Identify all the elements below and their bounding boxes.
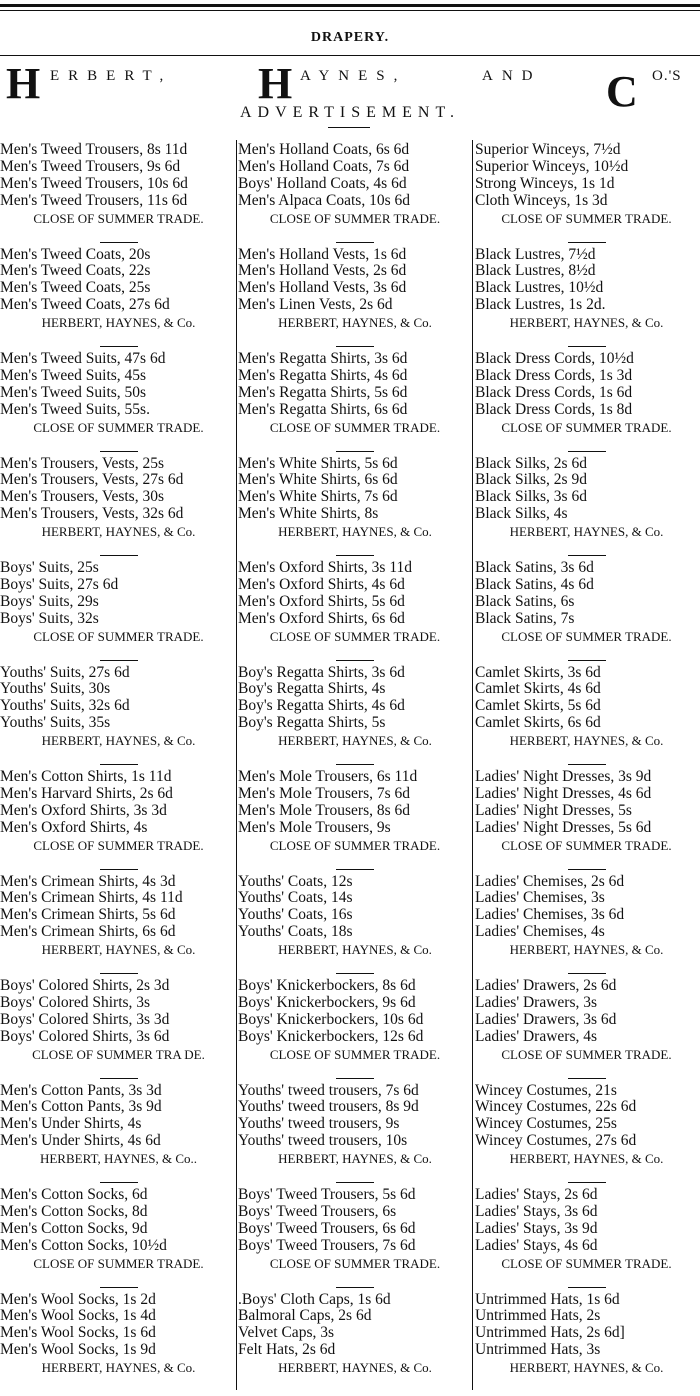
- price-line: Ladies' Stays, 3s 9d: [473, 1221, 700, 1238]
- price-line: Ladies' Chemises, 4s: [473, 924, 700, 941]
- block-footer: CLOSE OF SUMMER TRADE.: [473, 419, 700, 437]
- block-separator: [568, 869, 606, 870]
- price-line: Ladies' Drawers, 4s: [473, 1029, 700, 1046]
- price-block: [238, 247, 472, 352]
- price-block: [0, 1187, 237, 1292]
- price-line: Black Satins, 6s: [473, 594, 700, 611]
- price-line: Men's Mole Trousers, 9s: [238, 820, 472, 837]
- price-line: Men's Tweed Coats, 20s: [0, 247, 237, 264]
- price-block: [238, 769, 472, 874]
- price-block: [473, 247, 700, 352]
- price-line: Black Dress Cords, 1s 3d: [473, 368, 700, 385]
- block-footer: HERBERT, HAYNES, & Co.: [0, 1359, 237, 1377]
- price-line: Men's Trousers, Vests, 27s 6d: [0, 472, 237, 489]
- price-line: Boys' Suits, 29s: [0, 594, 237, 611]
- price-line: Men's Cotton Pants, 3s 3d: [0, 1083, 237, 1100]
- price-line: Youths' tweed trousers, 9s: [238, 1116, 472, 1133]
- block-footer: CLOSE OF SUMMER TRADE.: [473, 210, 700, 228]
- price-column-1: [0, 142, 237, 1392]
- block-separator: [336, 973, 374, 974]
- price-line: Black Silks, 3s 6d: [473, 489, 700, 506]
- block-separator: [336, 1182, 374, 1183]
- price-line: Black Silks, 2s 9d: [473, 472, 700, 489]
- price-line: Black Lustres, 1s 2d.: [473, 297, 700, 314]
- price-line: Ladies' Drawers, 2s 6d: [473, 978, 700, 995]
- block-separator: [100, 1182, 138, 1183]
- heading-rule: [0, 55, 700, 56]
- price-line: Black Silks, 4s: [473, 506, 700, 523]
- price-block: [473, 978, 700, 1083]
- price-line: Ladies' Night Dresses, 4s 6d: [473, 786, 700, 803]
- price-line: Black Dress Cords, 10½d: [473, 351, 700, 368]
- price-line: Felt Hats, 2s 6d: [238, 1342, 472, 1359]
- price-line: Velvet Caps, 3s: [238, 1325, 472, 1342]
- price-line: Black Dress Cords, 1s 8d: [473, 402, 700, 419]
- price-line: Boy's Regatta Shirts, 3s 6d: [238, 665, 472, 682]
- block-footer: HERBERT, HAYNES, & Co.: [238, 1150, 472, 1168]
- price-block: [473, 874, 700, 979]
- block-footer: HERBERT, HAYNES, & Co.: [473, 314, 700, 332]
- price-block: [0, 351, 237, 456]
- price-line: Men's Oxford Shirts, 5s 6d: [238, 594, 472, 611]
- price-block: [0, 665, 237, 770]
- price-line: Camlet Skirts, 6s 6d: [473, 715, 700, 732]
- price-line: Men's Mole Trousers, 6s 11d: [238, 769, 472, 786]
- price-line: Men's Tweed Suits, 45s: [0, 368, 237, 385]
- block-footer: HERBERT, HAYNES, & Co.: [0, 941, 237, 959]
- price-block: [473, 142, 700, 247]
- price-line: Ladies' Night Dresses, 5s: [473, 803, 700, 820]
- price-block: [238, 978, 472, 1083]
- block-footer: HERBERT, HAYNES, & Co.: [473, 1150, 700, 1168]
- block-separator: [100, 555, 138, 556]
- price-line: Men's Holland Vests, 3s 6d: [238, 280, 472, 297]
- block-footer: CLOSE OF SUMMER TRADE.: [0, 628, 237, 646]
- price-line: Men's Mole Trousers, 8s 6d: [238, 803, 472, 820]
- block-footer: CLOSE OF SUMMER TRADE.: [238, 837, 472, 855]
- price-line: Men's Tweed Suits, 47s 6d: [0, 351, 237, 368]
- price-line: Boys' Tweed Trousers, 6s 6d: [238, 1221, 472, 1238]
- price-line: Men's Tweed Trousers, 9s 6d: [0, 159, 237, 176]
- block-footer: HERBERT, HAYNES, & Co..: [0, 1150, 237, 1168]
- price-line: Men's Tweed Trousers, 10s 6d: [0, 176, 237, 193]
- block-footer: HERBERT, HAYNES, & Co.: [0, 523, 237, 541]
- price-block: [0, 142, 237, 247]
- price-line: Superior Winceys, 7½d: [473, 142, 700, 159]
- block-footer: HERBERT, HAYNES, & Co.: [0, 314, 237, 332]
- price-line: Ladies' Chemises, 3s 6d: [473, 907, 700, 924]
- price-line: Men's Wool Socks, 1s 4d: [0, 1308, 237, 1325]
- price-line: Boys' Colored Shirts, 3s 6d: [0, 1029, 237, 1046]
- price-block: [238, 142, 472, 247]
- price-line: Men's Holland Coats, 7s 6d: [238, 159, 472, 176]
- block-separator: [336, 451, 374, 452]
- price-line: Boy's Regatta Shirts, 5s: [238, 715, 472, 732]
- price-line: Boys' Tweed Trousers, 7s 6d: [238, 1238, 472, 1255]
- price-line: Men's Cotton Socks, 9d: [0, 1221, 237, 1238]
- price-block: [238, 1083, 472, 1188]
- price-line: Youths' Suits, 27s 6d: [0, 665, 237, 682]
- price-line: Men's Under Shirts, 4s 6d: [0, 1133, 237, 1150]
- price-block: [238, 1187, 472, 1292]
- price-line: Boys' Holland Coats, 4s 6d: [238, 176, 472, 193]
- price-line: Men's Cotton Socks, 10½d: [0, 1238, 237, 1255]
- block-separator: [568, 451, 606, 452]
- top-double-rule: [0, 4, 700, 7]
- price-line: Ladies' Stays, 3s 6d: [473, 1204, 700, 1221]
- price-block: [0, 874, 237, 979]
- price-line: Camlet Skirts, 5s 6d: [473, 698, 700, 715]
- price-line: Men's Cotton Shirts, 1s 11d: [0, 769, 237, 786]
- price-line: Boys' Suits, 25s: [0, 560, 237, 577]
- price-line: Wincey Costumes, 22s 6d: [473, 1099, 700, 1116]
- price-block: [0, 247, 237, 352]
- price-line: Youths' Suits, 32s 6d: [0, 698, 237, 715]
- price-line: Black Lustres, 8½d: [473, 263, 700, 280]
- title-initial-c: C: [606, 72, 638, 112]
- price-line: Men's Wool Socks, 1s 2d: [0, 1292, 237, 1309]
- price-line: Men's White Shirts, 6s 6d: [238, 472, 472, 489]
- price-line: Black Satins, 7s: [473, 611, 700, 628]
- block-separator: [568, 1182, 606, 1183]
- price-block: [0, 1292, 237, 1396]
- block-separator: [568, 973, 606, 974]
- price-line: Men's Oxford Shirts, 4s 6d: [238, 577, 472, 594]
- block-footer: HERBERT, HAYNES, & Co.: [473, 523, 700, 541]
- price-line: Men's Harvard Shirts, 2s 6d: [0, 786, 237, 803]
- block-separator: [336, 1078, 374, 1079]
- price-line: Men's Crimean Shirts, 4s 3d: [0, 874, 237, 891]
- block-footer: CLOSE OF SUMMER TRADE.: [473, 1046, 700, 1064]
- block-footer: CLOSE OF SUMMER TRADE.: [473, 837, 700, 855]
- block-footer: CLOSE OF SUMMER TRADE.: [0, 210, 237, 228]
- block-separator: [336, 764, 374, 765]
- price-line: Youths' Coats, 16s: [238, 907, 472, 924]
- title-word-haynes: AYNES,: [300, 68, 406, 85]
- price-line: Boys' Knickerbockers, 9s 6d: [238, 995, 472, 1012]
- price-line: Men's Oxford Shirts, 3s 11d: [238, 560, 472, 577]
- block-footer: CLOSE OF SUMMER TRADE.: [238, 1255, 472, 1273]
- price-line: Youths' tweed trousers, 7s 6d: [238, 1083, 472, 1100]
- price-line: Men's White Shirts, 8s: [238, 506, 472, 523]
- price-line: Black Satins, 3s 6d: [473, 560, 700, 577]
- price-line: Wincey Costumes, 25s: [473, 1116, 700, 1133]
- block-separator: [568, 660, 606, 661]
- price-line: Wincey Costumes, 21s: [473, 1083, 700, 1100]
- price-line: Boys' Colored Shirts, 3s 3d: [0, 1012, 237, 1029]
- price-block: [0, 456, 237, 561]
- block-footer: CLOSE OF SUMMER TRADE.: [0, 419, 237, 437]
- top-thin-rule: [0, 10, 700, 11]
- price-line: Untrimmed Hats, 2s: [473, 1308, 700, 1325]
- subtitle-rule: [328, 127, 370, 128]
- price-line: Men's Tweed Coats, 22s: [0, 263, 237, 280]
- block-footer: HERBERT, HAYNES, & Co.: [238, 314, 472, 332]
- price-line: Men's Holland Vests, 2s 6d: [238, 263, 472, 280]
- block-separator: [568, 1078, 606, 1079]
- price-line: Men's Mole Trousers, 7s 6d: [238, 786, 472, 803]
- title-initial-h2: H: [258, 64, 292, 104]
- block-separator: [568, 346, 606, 347]
- block-footer: CLOSE OF SUMMER TRADE.: [238, 210, 472, 228]
- block-separator: [336, 869, 374, 870]
- section-heading: DRAPERY.: [0, 30, 700, 46]
- price-block: [0, 560, 237, 665]
- price-line: Men's Holland Coats, 6s 6d: [238, 142, 472, 159]
- price-line: Men's Cotton Pants, 3s 9d: [0, 1099, 237, 1116]
- price-line: Boys' Tweed Trousers, 6s: [238, 1204, 472, 1221]
- price-block: [0, 769, 237, 874]
- price-line: Balmoral Caps, 2s 6d: [238, 1308, 472, 1325]
- price-block: [473, 1083, 700, 1188]
- price-line: Men's Oxford Shirts, 4s: [0, 820, 237, 837]
- block-separator: [336, 660, 374, 661]
- price-line: Men's White Shirts, 5s 6d: [238, 456, 472, 473]
- price-line: Ladies' Drawers, 3s 6d: [473, 1012, 700, 1029]
- price-block: [473, 665, 700, 770]
- price-line: Youths' Coats, 14s: [238, 890, 472, 907]
- price-line: Men's Tweed Suits, 50s: [0, 385, 237, 402]
- price-line: Black Lustres, 10½d: [473, 280, 700, 297]
- price-line: Superior Winceys, 10½d: [473, 159, 700, 176]
- price-block: [238, 665, 472, 770]
- price-line: Men's Trousers, Vests, 32s 6d: [0, 506, 237, 523]
- block-footer: HERBERT, HAYNES, & Co.: [238, 1359, 472, 1377]
- block-footer: HERBERT, HAYNES, & Co.: [473, 1359, 700, 1377]
- block-footer: CLOSE OF SUMMER TRADE.: [238, 419, 472, 437]
- price-line: Boys' Knickerbockers, 8s 6d: [238, 978, 472, 995]
- block-footer: CLOSE OF SUMMER TRADE.: [473, 1255, 700, 1273]
- price-line: Black Silks, 2s 6d: [473, 456, 700, 473]
- price-column-2: [238, 142, 472, 1392]
- price-line: Youths' tweed trousers, 8s 9d: [238, 1099, 472, 1116]
- price-line: Ladies' Stays, 2s 6d: [473, 1187, 700, 1204]
- block-separator: [100, 242, 138, 243]
- price-line: Youths' Coats, 12s: [238, 874, 472, 891]
- block-separator: [100, 764, 138, 765]
- price-line: Boys' Knickerbockers, 12s 6d: [238, 1029, 472, 1046]
- price-line: Men's Crimean Shirts, 6s 6d: [0, 924, 237, 941]
- price-column-3: [473, 142, 700, 1392]
- title-initial-h1: H: [6, 64, 40, 104]
- block-footer: CLOSE OF SUMMER TRADE.: [0, 1255, 237, 1273]
- price-line: Men's Alpaca Coats, 10s 6d: [238, 193, 472, 210]
- price-line: Men's Under Shirts, 4s: [0, 1116, 237, 1133]
- price-line: Ladies' Night Dresses, 3s 9d: [473, 769, 700, 786]
- price-line: Boys' Knickerbockers, 10s 6d: [238, 1012, 472, 1029]
- block-footer: CLOSE OF SUMMER TRA DE.: [0, 1046, 237, 1064]
- price-line: Men's Tweed Trousers, 11s 6d: [0, 193, 237, 210]
- block-separator: [568, 1287, 606, 1288]
- price-line: Men's Crimean Shirts, 5s 6d: [0, 907, 237, 924]
- price-line: .Boys' Cloth Caps, 1s 6d: [238, 1292, 472, 1309]
- price-line: Men's Crimean Shirts, 4s 11d: [0, 890, 237, 907]
- block-separator: [568, 764, 606, 765]
- price-block: [473, 351, 700, 456]
- price-line: Boys' Suits, 32s: [0, 611, 237, 628]
- price-block: [0, 978, 237, 1083]
- price-line: Youths' Suits, 30s: [0, 681, 237, 698]
- block-footer: HERBERT, HAYNES, & Co.: [0, 732, 237, 750]
- price-line: Wincey Costumes, 27s 6d: [473, 1133, 700, 1150]
- price-line: Youths' tweed trousers, 10s: [238, 1133, 472, 1150]
- block-footer: CLOSE OF SUMMER TRADE.: [473, 628, 700, 646]
- price-line: Cloth Winceys, 1s 3d: [473, 193, 700, 210]
- price-line: Boys' Colored Shirts, 3s: [0, 995, 237, 1012]
- price-line: Youths' Coats, 18s: [238, 924, 472, 941]
- price-line: Youths' Suits, 35s: [0, 715, 237, 732]
- price-line: Ladies' Chemises, 3s: [473, 890, 700, 907]
- price-block: [473, 456, 700, 561]
- price-line: Men's Regatta Shirts, 6s 6d: [238, 402, 472, 419]
- price-block: [238, 351, 472, 456]
- price-line: Men's Wool Socks, 1s 9d: [0, 1342, 237, 1359]
- price-line: Ladies' Chemises, 2s 6d: [473, 874, 700, 891]
- price-line: Men's Wool Socks, 1s 6d: [0, 1325, 237, 1342]
- block-separator: [568, 242, 606, 243]
- price-line: Men's Cotton Socks, 8d: [0, 1204, 237, 1221]
- price-line: Men's White Shirts, 7s 6d: [238, 489, 472, 506]
- price-line: Boy's Regatta Shirts, 4s: [238, 681, 472, 698]
- price-line: Ladies' Drawers, 3s: [473, 995, 700, 1012]
- price-block: [238, 1292, 472, 1396]
- price-line: Boys' Tweed Trousers, 5s 6d: [238, 1187, 472, 1204]
- price-line: Boy's Regatta Shirts, 4s 6d: [238, 698, 472, 715]
- price-line: Ladies' Stays, 4s 6d: [473, 1238, 700, 1255]
- price-line: Untrimmed Hats, 1s 6d: [473, 1292, 700, 1309]
- block-separator: [336, 555, 374, 556]
- block-separator: [100, 1287, 138, 1288]
- block-footer: CLOSE OF SUMMER TRADE.: [0, 837, 237, 855]
- block-footer: HERBERT, HAYNES, & Co.: [473, 941, 700, 959]
- price-line: Black Satins, 4s 6d: [473, 577, 700, 594]
- price-line: Men's Oxford Shirts, 6s 6d: [238, 611, 472, 628]
- price-line: Men's Cotton Socks, 6d: [0, 1187, 237, 1204]
- price-line: Men's Regatta Shirts, 3s 6d: [238, 351, 472, 368]
- price-block: [238, 456, 472, 561]
- price-line: Strong Winceys, 1s 1d: [473, 176, 700, 193]
- price-line: Ladies' Night Dresses, 5s 6d: [473, 820, 700, 837]
- price-line: Men's Trousers, Vests, 25s: [0, 456, 237, 473]
- price-line: Camlet Skirts, 4s 6d: [473, 681, 700, 698]
- block-separator: [336, 346, 374, 347]
- block-footer: HERBERT, HAYNES, & Co.: [238, 523, 472, 541]
- price-line: Boys' Suits, 27s 6d: [0, 577, 237, 594]
- block-footer: HERBERT, HAYNES, & Co.: [473, 732, 700, 750]
- title-word-cos: O.'S: [652, 68, 682, 85]
- price-line: Men's Regatta Shirts, 4s 6d: [238, 368, 472, 385]
- price-line: Black Dress Cords, 1s 6d: [473, 385, 700, 402]
- price-line: Men's Regatta Shirts, 5s 6d: [238, 385, 472, 402]
- price-line: Men's Linen Vests, 2s 6d: [238, 297, 472, 314]
- price-line: Untrimmed Hats, 3s: [473, 1342, 700, 1359]
- block-footer: CLOSE OF SUMMER TRADE.: [238, 628, 472, 646]
- price-line: Camlet Skirts, 3s 6d: [473, 665, 700, 682]
- block-separator: [336, 242, 374, 243]
- price-line: Men's Tweed Coats, 27s 6d: [0, 297, 237, 314]
- price-line: Boys' Colored Shirts, 2s 3d: [0, 978, 237, 995]
- price-block: [473, 560, 700, 665]
- block-separator: [336, 1287, 374, 1288]
- block-separator: [568, 555, 606, 556]
- price-line: Men's Tweed Trousers, 8s 11d: [0, 142, 237, 159]
- title-word-and: AND: [482, 68, 542, 85]
- price-block: [473, 1187, 700, 1292]
- price-line: Men's Tweed Suits, 55s.: [0, 402, 237, 419]
- price-block: [0, 1083, 237, 1188]
- price-line: Black Lustres, 7½d: [473, 247, 700, 264]
- block-separator: [100, 346, 138, 347]
- price-block: [238, 874, 472, 979]
- price-line: Men's Trousers, Vests, 30s: [0, 489, 237, 506]
- advertisement-subtitle: ADVERTISEMENT.: [0, 104, 700, 122]
- price-block: [238, 560, 472, 665]
- block-separator: [100, 869, 138, 870]
- title-word-herbert: ERBERT,: [50, 68, 172, 85]
- block-separator: [100, 1078, 138, 1079]
- block-separator: [100, 451, 138, 452]
- price-line: Untrimmed Hats, 2s 6d]: [473, 1325, 700, 1342]
- block-separator: [100, 660, 138, 661]
- block-footer: CLOSE OF SUMMER TRADE.: [238, 1046, 472, 1064]
- price-line: Men's Tweed Coats, 25s: [0, 280, 237, 297]
- price-line: Men's Oxford Shirts, 3s 3d: [0, 803, 237, 820]
- price-line: Men's Holland Vests, 1s 6d: [238, 247, 472, 264]
- block-footer: HERBERT, HAYNES, & Co.: [238, 732, 472, 750]
- price-block: [473, 1292, 700, 1396]
- block-separator: [100, 973, 138, 974]
- block-footer: HERBERT, HAYNES, & Co.: [238, 941, 472, 959]
- price-block: [473, 769, 700, 874]
